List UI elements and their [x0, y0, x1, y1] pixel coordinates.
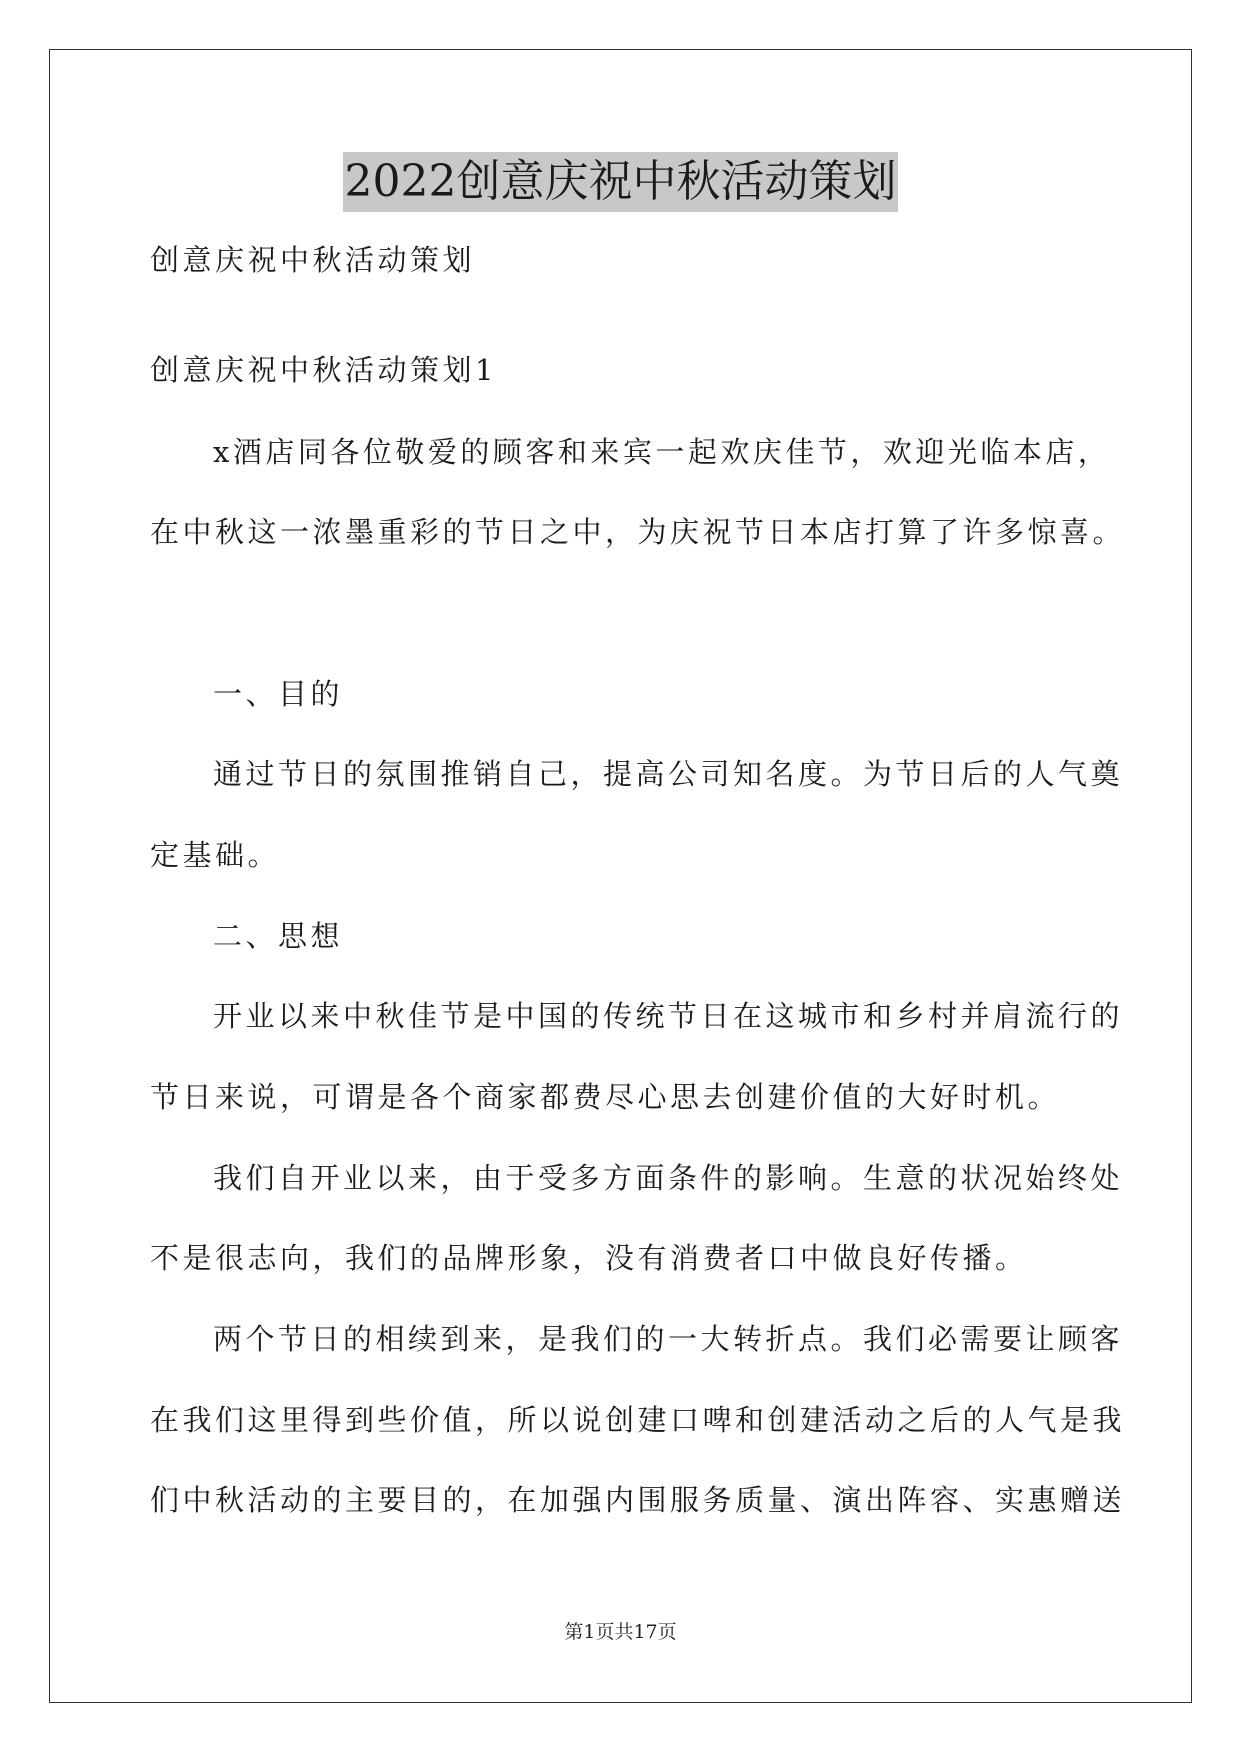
- body-line: 通过节日的氛围推销自己，提高公司知名度。为节日后的人气奠: [213, 757, 1124, 791]
- title-text: 2022创意庆祝中秋活动策划: [343, 152, 899, 212]
- page-border: [49, 49, 1192, 1703]
- body-line: 我们自开业以来，由于受多方面条件的影响。生意的状况始终处: [213, 1161, 1124, 1195]
- page-total: 共17页: [614, 1621, 677, 1643]
- section-heading-line: 二、思想: [213, 919, 344, 953]
- body-line: 不是很志向，我们的品牌形象，没有消费者口中做良好传播。: [150, 1241, 1028, 1275]
- body-line: 在中秋这一浓墨重彩的节日之中，为庆祝节日本店打算了许多惊喜。: [150, 515, 1126, 549]
- body-line: 定基础。: [150, 838, 281, 872]
- subtitle-line: 创意庆祝中秋活动策划: [150, 243, 476, 277]
- body-line: x酒店同各位敬爱的顾客和来宾一起欢庆佳节，欢迎光临本店，: [213, 435, 1111, 469]
- section-heading-line: 一、目的: [213, 677, 344, 711]
- page-footer: [0, 1620, 1241, 1644]
- body-line: 两个节日的相续到来，是我们的一大转折点。我们必需要让顾客: [213, 1322, 1124, 1356]
- body-line: 开业以来中秋佳节是中国的传统节日在这城市和乡村并肩流行的: [213, 999, 1124, 1033]
- section-heading-line: 创意庆祝中秋活动策划1: [150, 353, 497, 387]
- page-number: 第1页: [564, 1621, 615, 1643]
- body-line: 们中秋活动的主要目的，在加强内围服务质量、演出阵容、实惠赠送: [150, 1483, 1126, 1517]
- document-title: [0, 152, 1241, 212]
- body-line: 节日来说，可谓是各个商家都费尽心思去创建价值的大好时机。: [150, 1080, 1061, 1114]
- body-line: 在我们这里得到些价值，所以说创建口啤和创建活动之后的人气是我: [150, 1403, 1126, 1437]
